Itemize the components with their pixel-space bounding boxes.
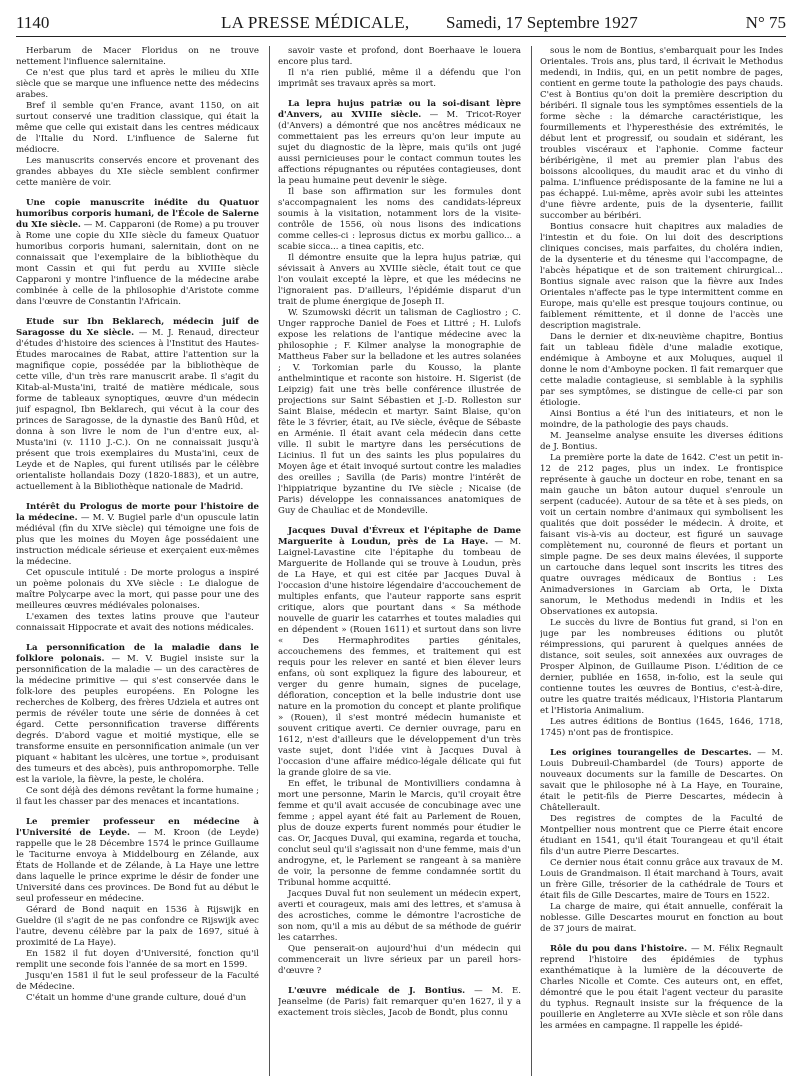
paragraph-body: — M. V. Bugiel insiste sur la personnification de la maladie — un des caractères de la médecine primitive — qui s'est conservée dans le folk-lore des peuples européens. En Pologne les recherches de Kolberg, des frères Udziela et autres ont permis de révéler toute une série de données à cet égard. Cette personnification traverse différents degrés. D'abord vague et moitié mystique, elle se transforme ensuite en personnification animale (un ver piquant « habitant les ulcères, une tortue », produisant des tumeurs et des abcès), puis anthropomorphe. Telle est la variole, la fièvre, la peste, le choléra.	[16, 654, 259, 785]
paragraph	[540, 902, 783, 935]
paragraph-body: Bref il semble qu'en France, avant 1150, on ait surtout conservé une tradition classique, qui était la même que celle qui existait dans les centres médicaux de l'Italie du Nord. L'influence de Salerne fut médiocre.	[16, 101, 259, 155]
paragraph-body: — M. Capparoni (de Rome) a pu trouver à Rome une copie du XIIe siècle du fameux Quatuor humoribus corporis humani, salernitain, dont on ne connaissait que l'exemplaire de la bibliothèque du mont Cassin et qui fut perdu au XVIIIe siècle Capparoni y montre l'influence de la médecine arabe combinée à celle de la philosophie d'Aristote comme dans l'œuvre de Constantin l'Africain.	[16, 220, 259, 307]
paragraph	[540, 814, 783, 858]
paragraph-body: — M. E. Jeanselme (de Paris) fait remarquer qu'en 1627, il y a exactement trois siècles, Jacob de Bondt, plus connu	[278, 986, 521, 1018]
paragraph	[278, 889, 521, 944]
section-heading: Le premier professeur en médecine à l'Université de Leyde.	[16, 817, 259, 838]
paragraph	[16, 156, 259, 189]
section-heading: La lepra hujus patriæ ou la soi-disant lèpre d'Anvers, au XVIIIe siècle.	[278, 99, 521, 120]
paragraph-body: Ce dernier nous était connu grâce aux travaux de M. Louis de Grandmaison. Il était marchand à Tours, avait un frère Gille, trésorier de la cathédrale de Tours et était fils de Gille Descartes, maire de Tours en 1522.	[540, 858, 783, 901]
paragraph	[278, 779, 521, 889]
section-heading: L'œuvre médicale de J. Bontius.	[288, 986, 466, 996]
paragraph-body: La première porte la date de 1642. C'est un petit in-12 de 212 pages, plus un index. Le frontispice représente à gauche un docteur en robe, tenant en sa main gauche un bâton autour duquel s'enroule un serpent (caducée). Autour de sa tête et à ses pieds, on voit un certain nombre d'animaux qui symbolisent les qualités que doit posséder le médecin. À droite, et faisant vis-à-vis au docteur, est figuré un sauvage complètement nu, couronné de fleurs et portant un simple pagne. De ses deux mains élevées, il supporte un cartouche dans lequel sont inscrits les titres des quatre ouvrages médicaux de Bontius : Les Animadversiones in Garciam ab Orta, le Dixta sanorum, le Methodus medendi in Indiis et les Observationes ex autopsia.	[540, 453, 783, 617]
paragraph-body: Herbarum de Macer Floridus on ne trouve nettement l'influence salernitaine.	[16, 46, 259, 67]
paragraph	[278, 944, 521, 977]
paragraph-body: L'examen des textes latins prouve que l'auteur connaissait Hippocrate et avait des notions médicales.	[16, 612, 259, 633]
page-number: 1140	[16, 13, 50, 32]
paragraph-body: M. Jeanselme analyse ensuite les diverses éditions de J. Bontius.	[540, 431, 783, 452]
section-heading: Etude sur Ibn Beklarech, médecin juif de Saragosse du Xe siècle.	[16, 317, 259, 338]
issue-number: N° 75	[745, 13, 786, 32]
paragraph	[540, 409, 783, 431]
issue-date: Samedi, 17 Septembre 1927	[446, 13, 638, 32]
paragraph-body: sous le nom de Bontius, s'embarquait pour les Indes Orientales. Trois ans, plus tard, il écrivait le Methodus medendi, in Indiis, qui, en un petit nombre de pages, contient en germe toute la pathologie des pays chauds. C'est à Bontius qu'on doit la première description du béribéri. Il signale tous les symptômes essentiels de la forme sèche : la démarche caractéristique, les fourmillements et l'hyperesthésie des extrémités, le début lent et progressif, ou soudain et sidérant, les troubles viscéraux et l'aphonie. Comme facteur béribérigène, il met au premier plan l'abus des boissons alcooliques, du maudit arac et du vinho di palma. L'influence prédisposante de la famine ne lui a pas échappé. Lui-même, après avoir subi les atteintes d'une fièvre ardente, puis de la dysenterie, faillit succomber au béribéri.	[540, 46, 783, 221]
paragraph-body: Dans le dernier et dix-neuvième chapitre, Bontius fait un tableau fidèle d'une maladie exotique, endémique à Amboyne et aux Moluques, auquel il donne le nom d'Amboyne pocken. Il fait remarquer que cette maladie contagieuse, si semblable à la syphilis par ses symptômes, se distingue de celle-ci par son étiologie.	[540, 332, 783, 408]
paragraph	[16, 993, 259, 1004]
section-heading: Les origines tourangelles de Descartes.	[550, 748, 752, 758]
paragraph	[278, 253, 521, 308]
paragraph	[16, 198, 259, 308]
paragraph	[278, 526, 521, 779]
journal-title: LA PRESSE MÉDICALE,	[221, 13, 410, 32]
paragraph	[540, 944, 783, 1032]
paragraph-body: Gérard de Bond naquit en 1536 à Rijswijk en Gueldre (il s'agit de ne pas confondre ce Rijswijk avec l'autre, devenu célèbre par la paix de 1697, situé à proximité de La Haye).	[16, 905, 259, 948]
paragraph-body: En 1582 il fut doyen d'Université, fonction qu'il remplit une seconde fois l'année de sa mort en 1599.	[16, 949, 259, 970]
paragraph	[16, 502, 259, 568]
paragraph	[16, 317, 259, 493]
paragraph-body: Des registres de comptes de la Faculté de Montpellier nous montrent que ce Pierre était encore étudiant en 1541, qu'il était Tourangeau et qu'il était fils d'un autre Pierre Descartes.	[540, 814, 783, 857]
paragraph-body: Il n'a rien publié, même il a défendu que l'on imprimât ses travaux après sa mort.	[278, 68, 521, 89]
paragraph-body: Jusqu'en 1581 il fut le seul professeur de la Faculté de Médecine.	[16, 971, 259, 992]
paragraph	[16, 971, 259, 993]
paragraph-body: Bontius consacre huit chapitres aux maladies de l'intestin et du foie. On lui doit des descriptions cliniques concises, mais parfaites, du choléra indien, de la dysenterie et du ténesme qui l'accompagne, de l'abcès hépatique et de son traitement chirurgical... Bontius signale avec raison que la fièvre aux Indes Orientales n'affecte pas le type intermittent comme en Europe, mais qu'elle est presque toujours continue, ou faiblement rémittente, et il donne de l'accès une description magistrale.	[540, 222, 783, 331]
paragraph	[540, 46, 783, 222]
paragraph-body: La charge de maire, qui était annuelle, conférait la noblesse. Gille Descartes mourut en fonction au bout de 37 jours de mairat.	[540, 902, 783, 934]
text-column-1	[16, 46, 259, 1076]
paragraph-body: Ce n'est que plus tard et après le milieu du XIIe siècle que se marque une influence nette des médecins arabes.	[16, 68, 259, 100]
paragraph	[16, 68, 259, 101]
paragraph	[540, 453, 783, 618]
section-heading: Jacques Duval d'Évreux et l'épitaphe de Dame Marguerite à Loudun, près de La Haye.	[278, 526, 521, 547]
paragraph	[278, 308, 521, 517]
paragraph	[16, 568, 259, 612]
paragraph	[540, 717, 783, 739]
column-rule	[269, 46, 270, 1076]
paragraph	[16, 905, 259, 949]
page-header	[16, 10, 786, 37]
paragraph	[16, 101, 259, 156]
paragraph	[278, 68, 521, 90]
paragraph	[278, 986, 521, 1019]
paragraph-body: Ainsi Bontius a été l'un des initiateurs, et non le moindre, de la pathologie des pays chauds.	[540, 409, 783, 430]
paragraph-body: savoir vaste et profond, dont Boerhaave le louera encore plus tard.	[278, 46, 521, 67]
paragraph-body: En effet, le tribunal de Montivilliers condamna à mort une personne, Marin le Marcis, qu'il croyait être femme et qu'il avait accusée de concubinage avec une femme ; appel ayant été fait au Parlement de Rouen, plus de douze experts furent nommés pour étudier le cas. Or, Jacques Duval, qui examina, regarda et toucha, conclut seul qu'il s'agissait non d'une femme, mais d'un androgyne, et, le Parlement se rangeant à sa manière de voir, la personne de femme condamnée sortit du Tribunal homme acquitté.	[278, 779, 521, 888]
paragraph-body: C'était un homme d'une grande culture, doué d'un	[26, 993, 247, 1003]
paragraph	[540, 222, 783, 332]
paragraph-body: Ce sont déjà des démons revêtant la forme humaine ; il faut les chasser par des menaces et incantations.	[16, 786, 259, 807]
section-heading: Rôle du pou dans l'histoire.	[550, 944, 688, 954]
paragraph-body: — M. Louis Dubreuil-Chambardel (de Tours) apporte de nouveaux documents sur la famille de Descartes. On savait que le philosophe né à La Haye, en Touraine, était le petit-fils de Pierre Descartes, médecin à Châtellerault.	[540, 748, 783, 813]
paragraph-body: Que penserait-on aujourd'hui d'un médecin qui commencerait un livre sérieux par un pareil hors-d'œuvre ?	[278, 944, 521, 976]
paragraph	[278, 99, 521, 187]
paragraph	[16, 786, 259, 808]
paragraph-body: Le succès du livre de Bontius fut grand, si l'on en juge par les nombreuses éditions ou plutôt réimpressions, qui parurent à quelques années de distance, soit seules, soit annexées aux ouvrages de Prosper Alpinon, de Guillaume Pison. L'édition de ce dernier, publiée en 1658, in-folio, est la seule qui contienne toutes les œuvres de Bontius, c'est-à-dire, outre les quatre traités médicaux, l'Historia Plantarum et l'Historia Animalium.	[540, 618, 783, 716]
paragraph	[278, 46, 521, 68]
paragraph	[278, 187, 521, 253]
text-column-2	[278, 46, 521, 1076]
paragraph-body: Cet opuscule intitulé : De morte prologus a inspiré un poème polonais du XVe siècle : Le dialogue de maître Polycarpe avec la mort, qui passe pour une des meilleures œuvres médiévales polonaises.	[16, 568, 259, 611]
paragraph-body: Il base son affirmation sur les formules dont s'accompagnaient les noms des candidats-lépreux soumis à la visitation, notamment lors de la visite-contrôle de 1556, où nous lisons des indications comme celles-ci : leprosus dictus ex morbu gallico... a scabie sicca... a tinea capitis, etc.	[278, 187, 521, 252]
paragraph-body: Jacques Duval fut non seulement un médecin expert, averti et courageux, mais ami des lettres, et s'amusa à des acrostiches, comme le démontre l'acrostiche de son nom, qu'il a mis au début de sa méthode de guérir les catarrhes.	[278, 889, 521, 943]
paragraph-body: Les manuscrits conservés encore et provenant des grandes abbayes du XIe siècle semblent confirmer cette manière de voir.	[16, 156, 259, 188]
paragraph	[16, 949, 259, 971]
paragraph	[16, 817, 259, 905]
paragraph-body: — M. V. Bugiel parle d'un opuscule latin médiéval (fin du XIVe siècle) qui témoigne une fois de plus que les moines du Moyen âge possédaient une instruction médicale sérieuse et exerçaient eux-mêmes la médecine.	[16, 513, 259, 567]
paragraph	[540, 332, 783, 409]
paragraph-body: Il démontre ensuite que la lepra hujus patriæ, qui sévissait à Anvers au XVIIIe siècle, était tout ce que l'on voulait excepté la lèpre, et que les médecins ne l'ignoraient pas. D'ailleurs, l'épidémie disparut d'un trait de plume énergique de Joseph II.	[278, 253, 521, 307]
paragraph-body: — M. J. Renaud, directeur d'études d'histoire des sciences à l'Institut des Hautes-Études marocaines de Rabat, attire l'attention sur la magnifique copie, possédée par la bibliothèque de cette ville, d'un très rare manuscrit arabe. Il s'agit du Kitab-al-Musta'ini, traité de matière médicale, sous forme de tableaux synoptiques, œuvre d'un médecin juif espagnol, Ibn Beklarech, qui vécut à la cour des princes de Saragosse, de la dynastie des Banû Hûd, et donna à son livre le nom de l'un d'entre eux, al-Musta'ini (v. 1110 J.-C.). On ne connaissait jusqu'à présent que trois exemplaires du Musta'ini, ceux de Leyde et de Naples, qui furent utilisés par le célèbre orientaliste hollandais Dozy (1820-1883), et un autre, actuellement à la Bibliothèque nationale de Madrid.	[16, 328, 259, 492]
paragraph	[540, 618, 783, 717]
paragraph	[540, 431, 783, 453]
journal-page	[16, 0, 786, 1082]
column-rule	[531, 46, 532, 1076]
paragraph-body: — M. Kroon (de Leyde) rappelle que le 28 Décembre 1574 le prince Guillaume le Taciturne envoya à Middelbourg en Zélande, aux États de Hollande et de Zélande, à La Haye une lettre dans laquelle le prince exprime le désir de fonder une Université dans ces provinces. De Bond fut au début le seul professeur en médecine.	[16, 828, 259, 904]
text-column-3	[540, 46, 783, 1076]
paragraph-body: — M. Tricot-Royer (d'Anvers) a démontré que nos ancêtres médicaux ne commettaient pas les erreurs qu'on leur impute au sujet du diagnostic de la lèpre, mais qu'ils ont jugé aussi pernicieuses pour le contact commun toutes les affections répugnantes ou réputées contagieuses, dont la peau humaine peut devenir le siège.	[278, 110, 521, 186]
paragraph	[16, 612, 259, 634]
section-heading: La personnification de la maladie dans le folklore polonais.	[16, 643, 259, 664]
paragraph	[16, 46, 259, 68]
paragraph	[16, 643, 259, 786]
section-heading: Une copie manuscrite inédite du Quatuor humoribus corporis humani, de l'École de Salerne du XIe siècle.	[16, 198, 259, 230]
paragraph-body: — M. Laignel-Lavastine cite l'épitaphe du tombeau de Marguerite de Hollande qui se trouve à Loudun, près de La Haye, et qui est citée par Jacques Duval à l'occasion d'une histoire légendaire d'accouchement de multiples enfants, que l'auteur rapporte sans esprit critique, alors que pourtant dans « Sa méthode nouvelle de guarir les catarrhes et toutes maladies qui en dépendent » (Rouen 1611) et surtout dans son livre « Des Hermaphrodites parties génitales, accouchemens des femmes, et traitement qui est requis pour les relever en santé et bien élever leurs enfans, où sont expliquez la figure des laboureur, et verger du genre humain, signes de pucelage, défloration, conception et la belle industrie dont use nature en la promotion du concept et plante prolifique » (Rouen), il s'est montré médecin humaniste et souvent critique averti. Ce dernier ouvrage, paru en 1612, n'est d'ailleurs que le développement d'un très vaste sujet, dont l'idée vint à Jacques Duval à l'occasion d'une affaire médico-légale délicate qui fut la grande gloire de sa vie.	[278, 537, 521, 778]
paragraph-body: Les autres éditions de Bontius (1645, 1646, 1718, 1745) n'ont pas de frontispice.	[540, 717, 783, 738]
paragraph-body: W. Szumowski décrit un talisman de Cagliostro ; C. Unger rapproche Daniel de Foes et Littré ; H. Lulofs expose les relations de l'antique médecine avec la philosophie ; F. Kilmer analyse la monographie de Mattheus Faber sur la belladone et les autres solanées ; V. Torkomian parle du Kousso, la plante anthelmintique et raconte son histoire. H. Sigerist (de Leipzig) fait une très belle conférence illustrée de projections sur Saint Sébastien et J.-D. Rolleston sur Saint Blaise, médecin et martyr. Saint Blaise, qu'on fête le 3 février, était, au IVe siècle, évêque de Sébaste en Arménie. Il était avant cela médecin dans cette ville. Il subit le martyre dans les persécutions de Licinius. Il fut un des saints les plus populaires du Moyen âge et était invoqué surtout contre les maladies des oreilles ; Savilla (de Paris) montre l'intérêt de l'hippiatrique byzantine du IVe siècle ; Nicaise (de Paris) développe les connaissances anatomiques de Guy de Chauliac et de Mondeville.	[278, 308, 521, 516]
paragraph-body: — M. Félix Regnault reprend l'histoire des épidémies de typhus exanthématique à la lumière de la découverte de Charles Nicolle et Comte. Ces auteurs ont, en effet, démontré que le pou était l'agent vecteur du parasite du typhus. Regnault insiste sur la fréquence de la pouillerie en Angleterre au XVIe siècle et son rôle dans les armées en campagne. Il rappelle les épidé-	[540, 944, 783, 1031]
section-heading: Intérêt du Prologus de morte pour l'histoire de la médecine.	[16, 502, 259, 523]
paragraph	[540, 748, 783, 814]
paragraph	[540, 858, 783, 902]
